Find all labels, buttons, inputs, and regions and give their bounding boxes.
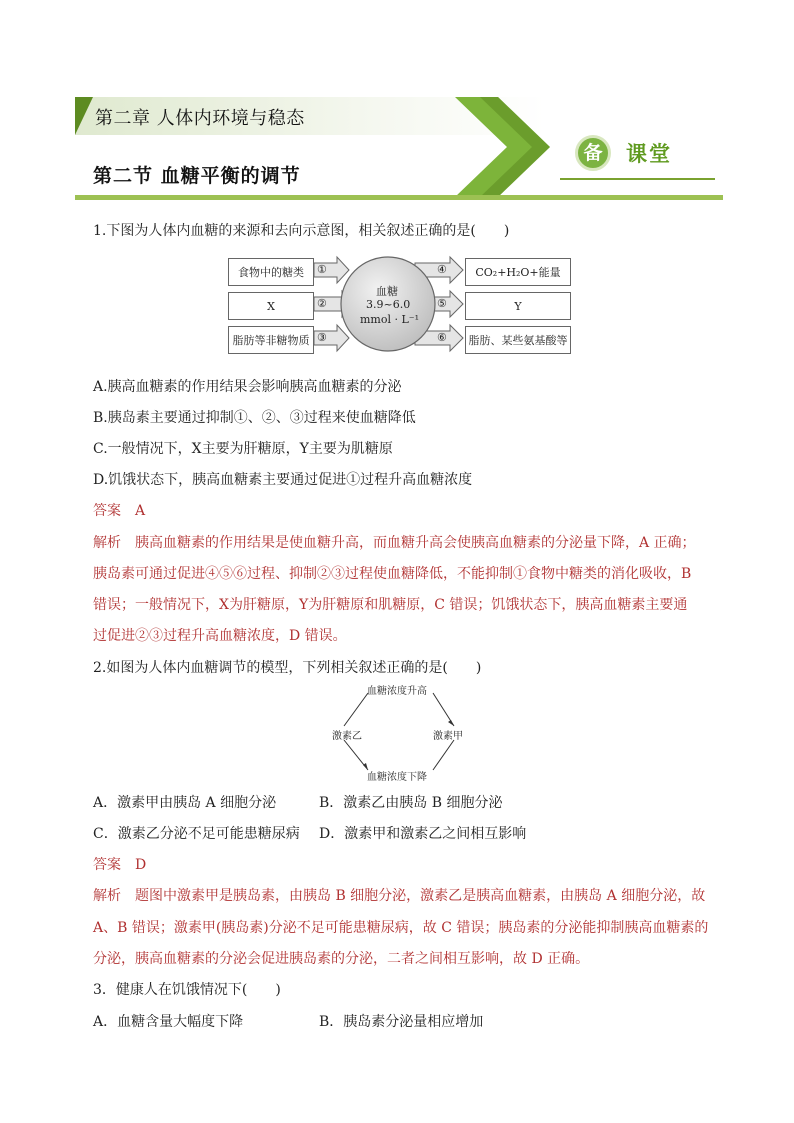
- section-title: 第二节 血糖平衡的调节: [93, 165, 301, 187]
- q3-option-a: A．血糖含量大幅度下降: [93, 1014, 244, 1030]
- q2-option-b: B．激素乙由胰岛 B 细胞分泌: [319, 795, 503, 811]
- header-rule-right: [560, 178, 715, 180]
- header-rule: [75, 195, 723, 200]
- q1-option-b: B.胰岛素主要通过抑制①、②、③过程来使血糖降低: [93, 410, 416, 426]
- sink-box-fat: 脂肪、某些氨基酸等: [465, 326, 571, 354]
- q2-option-c: C．激素乙分泌不足可能患糖尿病: [93, 826, 300, 842]
- arrow-label-4: ④: [437, 263, 447, 276]
- q2-diagram: [330, 682, 470, 782]
- q1-option-c: C.一般情况下，X主要为肝糖原，Y主要为肌糖原: [93, 441, 393, 457]
- q1-explanation-line: 错误；一般情况下，X为肝糖原，Y为肝糖原和肌糖原，C 错误；饥饿状态下，胰高血糖素主要通: [93, 597, 688, 613]
- q2-option-d: D．激素甲和激素乙之间相互影响: [319, 826, 527, 842]
- node-glucose-low: 血糖浓度下降: [367, 772, 427, 783]
- arrow-label-3: ③: [317, 331, 327, 344]
- center-title: 血糖: [376, 285, 398, 298]
- sink-box-energy: CO₂+H₂O+能量: [465, 258, 571, 286]
- chapter-title: 第二章 人体内环境与稳态: [95, 108, 305, 129]
- arrow-label-2: ②: [317, 297, 327, 310]
- arrow-label-6: ⑥: [437, 331, 447, 344]
- chevron-logo-icon: [450, 95, 560, 205]
- center-unit: mmol · L⁻¹: [360, 313, 420, 326]
- sink-box-y: Y: [465, 292, 571, 320]
- q2-answer: 答案 D: [93, 857, 147, 873]
- q2-explanation-line: 解析 题图中激素甲是胰岛素，由胰岛 B 细胞分泌，激素乙是胰高血糖素，由胰岛 A 细胞分泌，故: [93, 888, 706, 904]
- node-glucose-high: 血糖浓度升高: [367, 686, 427, 697]
- q2-option-a: A．激素甲由胰岛 A 细胞分泌: [93, 795, 277, 811]
- q1-explanation-line: 胰岛素可通过促进④⑤⑥过程、抑制②③过程使血糖降低，不能抑制①食物中糖类的消化吸收，B: [93, 566, 692, 582]
- source-box-nonsugar: 脂肪等非糖物质: [228, 326, 314, 354]
- node-hormone-b: 激素乙: [332, 731, 362, 742]
- q1-option-d: D.饥饿状态下，胰高血糖素主要通过促进①过程升高血糖浓度: [93, 472, 473, 488]
- q1-answer: 答案 A: [93, 503, 146, 519]
- q1-stem: 1.下图为人体内血糖的来源和去向示意图，相关叙述正确的是( ): [93, 223, 510, 239]
- node-hormone-a: 激素甲: [433, 731, 463, 742]
- arrow-label-1: ①: [317, 263, 327, 276]
- q3-option-b: B．胰岛素分泌量相应增加: [319, 1014, 484, 1030]
- logo-text: 课堂: [626, 142, 672, 166]
- logo-badge: 备: [575, 135, 611, 171]
- q1-explanation-line: 过促进②③过程升高血糖浓度，D 错误。: [93, 628, 347, 644]
- source-box-x: X: [228, 292, 314, 320]
- q3-stem: 3．健康人在饥饿情况下( ): [93, 982, 281, 998]
- q1-option-a: A.胰高血糖素的作用结果会影响胰高血糖素的分泌: [93, 379, 402, 395]
- banner-accent: [75, 97, 93, 135]
- center-range: 3.9~6.0: [366, 298, 411, 311]
- q1-explanation-line: 解析 胰高血糖素的作用结果是使血糖升高，而血糖升高会使胰高血糖素的分泌量下降，A 正确；: [93, 535, 696, 551]
- q1-diagram: [225, 255, 575, 355]
- arrow-label-5: ⑤: [437, 297, 447, 310]
- q2-explanation-line: A、B 错误；激素甲(胰岛素)分泌不足可能患糖尿病，故 C 错误；胰岛素的分泌能抑制胰高血糖素的: [93, 920, 709, 936]
- q2-stem: 2.如图为人体内血糖调节的模型，下列相关叙述正确的是( ): [93, 660, 482, 676]
- q2-explanation-line: 分泌，胰高血糖素的分泌会促进胰岛素的分泌，二者之间相互影响，故 D 正确。: [93, 951, 590, 967]
- source-box-food: 食物中的糖类: [228, 258, 314, 286]
